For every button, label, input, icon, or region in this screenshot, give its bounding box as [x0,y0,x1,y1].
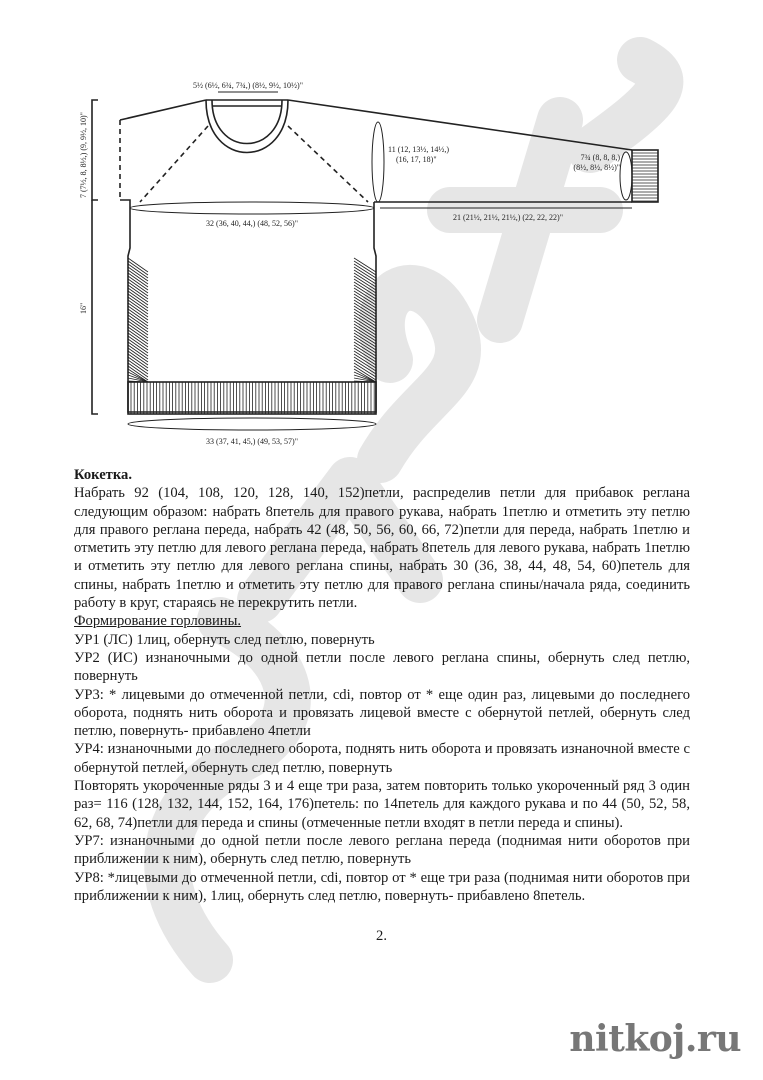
side-hatch-line [128,366,148,380]
cuff-ellipse [620,152,632,200]
side-hatch-line [354,261,376,275]
side-hatch-line [128,324,148,338]
side-hatch-line [128,270,148,284]
side-hatch-line [128,315,148,329]
side-hatch-line [128,339,148,353]
side-hatch-line [128,363,148,377]
side-hatch-line [128,330,148,344]
side-hatch-line [128,300,148,314]
side-hatch-line [128,276,148,290]
row-instruction: Повторять укороченные ряды 3 и 4 еще три раза, затем повторить только укороченный ряд 3 один раз= 116 (128, 132, 144, 152, 164, 176)петель: по 14петель для каждого рукава и по 44 (50, 52, 58, 62, 68, 74)петли для переда и спины (отмеченные петли входят в петли переда и спины). [74,778,690,831]
row-instruction: УР2 (ИС) изнаночными до одной петли после левого реглана спины, обернуть след петлю, повернуть [74,649,690,685]
side-hatch-line [354,267,376,281]
side-hatch-line [354,330,376,344]
row-instruction: УР3: * лицевыми до отмеченной петли, cdi, повтор от * еще один раз, лицевыми до последнего оборота, поднять нить оборота и провязать лицевой вместе с обернутой петлей, обернуть след петлю, повернуть- прибавлено 4петли [74,686,690,740]
right-shoulder-sleeve-line [288,100,632,150]
body-length-bracket [92,200,98,414]
sleeve-length-label: 21 (21½, 21½, 21½,) (22, 22, 22)" [453,213,563,222]
page-number: 2. [376,928,387,944]
intro-paragraph: Набрать 92 (104, 108, 120, 128, 140, 152)петли, распределив петли для прибавок реглана следующим образом: набрать 8петель для правого рукава, набрать 1петлю и отметить эту петлю для правого реглана переда, набрать 42 (48, 50, 56, 60, 66, 72)петли для переда, набрать 1петлю и отметить эту петлю для левого реглана переда, набрать 8петель для левого рукава, набрать 1петлю и отметить эту петлю для левого реглана спины, набрать 30 (36, 38, 44, 48, 54, 60)петель для спины, набрать 1петлю и отметить эту петлю для правого реглана спины/начала ряда, соединить работу в круг, стараясь не перекрутить петли. [74,485,690,612]
side-hatch-line [354,354,376,368]
side-hatch-line [128,354,148,368]
body-outline [120,200,376,412]
side-hatch-line [354,357,376,371]
side-hatch-line [354,333,376,347]
side-hatch-line [354,285,376,299]
side-hatch-line [128,267,148,281]
side-hatch-line [354,279,376,293]
side-hatch-line [128,357,148,371]
hip-ellipse [128,418,376,430]
row-instruction: УР8: *лицевыми до отмеченной петли, cdi, повтор от * еще три раза (поднимая нити оборотов при приближении к ним), 1лиц, обернуть след петлю, повернуть- прибавлено 8петель. [74,869,690,904]
side-hatch-line [128,291,148,305]
side-hatch-line [128,348,148,362]
cuff-label-1: 7¾ (8, 8, 8,) [580,153,620,162]
side-hatch-line [354,318,376,332]
side-hatch-line [128,273,148,287]
side-hatch-line [354,351,376,365]
yoke-depth-label: 7 (7½, 8, 8½,) (9, 9½, 10)" [79,112,88,198]
side-hatch-line [128,372,148,382]
side-hatch-line [354,270,376,284]
side-hatch-line [354,297,376,311]
site-watermark-link: nitkoj.ru [569,1018,741,1060]
side-hatch-line [354,294,376,308]
side-hatch-line [128,288,148,302]
chest-ellipse [130,202,374,214]
side-hatch-line [128,309,148,323]
side-hatch-line [354,309,376,323]
side-hatch-line [354,306,376,320]
side-hatch-line [128,279,148,293]
side-hatch-line [354,264,376,278]
row-instruction: УР7: изнаночными до одной петли после левого реглана переда (поднимая нити оборотов при приближении к ним), обернуть след петлю, повернуть [74,832,690,868]
side-hatch-line [128,261,148,275]
side-hatch-line [128,303,148,317]
row-instruction: УР1 (ЛС) 1лиц, обернуть след петлю, повернуть [74,631,375,648]
upper-arm-ellipse [372,122,384,202]
neckline [206,100,288,153]
section-title: Кокетка. [74,467,132,483]
raglan-right [288,126,368,202]
side-hatch-line [354,288,376,302]
neck-width-label: 5½ (6½, 6¾, 7¾,) (8½, 9½, 10½)" [193,81,303,90]
side-hatch-line [354,303,376,317]
side-hatch-line [354,315,376,329]
side-hatch-line [128,321,148,335]
side-hatch-line [354,363,376,377]
row-instruction: УР4: изнаночными до последнего оборота, поднять нить оборота и провязать изнаночной вместе с обернутой петлей, обернуть след петлю, повернуть [74,741,690,776]
upper-arm-label-2: (16, 17, 18)" [396,155,437,164]
hip-label: 33 (37, 41, 45,) (49, 53, 57)" [206,437,298,446]
side-hatch-line [354,336,376,350]
side-hatch-line [354,276,376,290]
side-hatch-line [354,324,376,338]
left-shoulder-line [120,100,206,120]
side-hatch-line [128,282,148,296]
side-hatch-line [128,312,148,326]
side-hatch-line [354,273,376,287]
side-hatch-line [354,360,376,374]
side-hatch-line [354,291,376,305]
side-hatch-line [354,342,376,356]
chest-label: 32 (36, 40, 44,) (48, 52, 56)" [206,219,298,228]
subsection-title: Формирование горловины. [74,613,242,630]
side-hatch-line [354,345,376,359]
ribbing-pattern [128,153,658,414]
sleeve-cuff [632,150,658,202]
side-hatch-line [128,327,148,341]
side-hatch-line [354,339,376,353]
side-hatch-line [128,342,148,356]
side-hatch-line [128,297,148,311]
side-hatch-line [128,345,148,359]
side-hatch-line [128,318,148,332]
body-length-label: 16" [79,302,88,314]
side-hatch-line [354,327,376,341]
side-hatch-line [128,333,148,347]
side-hatch-line [354,312,376,326]
document-body [74,466,690,905]
side-hatch-line [354,366,376,380]
side-hatch-line [128,360,148,374]
side-hatch-line [128,336,148,350]
side-hatch-line [128,258,148,272]
side-hatch-line [354,348,376,362]
cuff-label-2: (8½, 8½, 8½)" [573,163,620,172]
side-hatch-line [128,294,148,308]
yoke-depth-bracket [92,100,98,200]
sweater-schematic [79,78,688,458]
side-hatch-line [128,285,148,299]
upper-arm-label-1: 11 (12, 13½, 14½,) [388,145,450,154]
side-hatch-line [128,264,148,278]
side-hatch-line [354,321,376,335]
side-hatch-line [128,351,148,365]
side-hatch-line [354,258,376,272]
side-hatch-line [354,372,376,382]
side-hatch-line [354,300,376,314]
side-hatch-line [354,282,376,296]
side-hatch-line [128,306,148,320]
raglan-left [140,126,208,202]
